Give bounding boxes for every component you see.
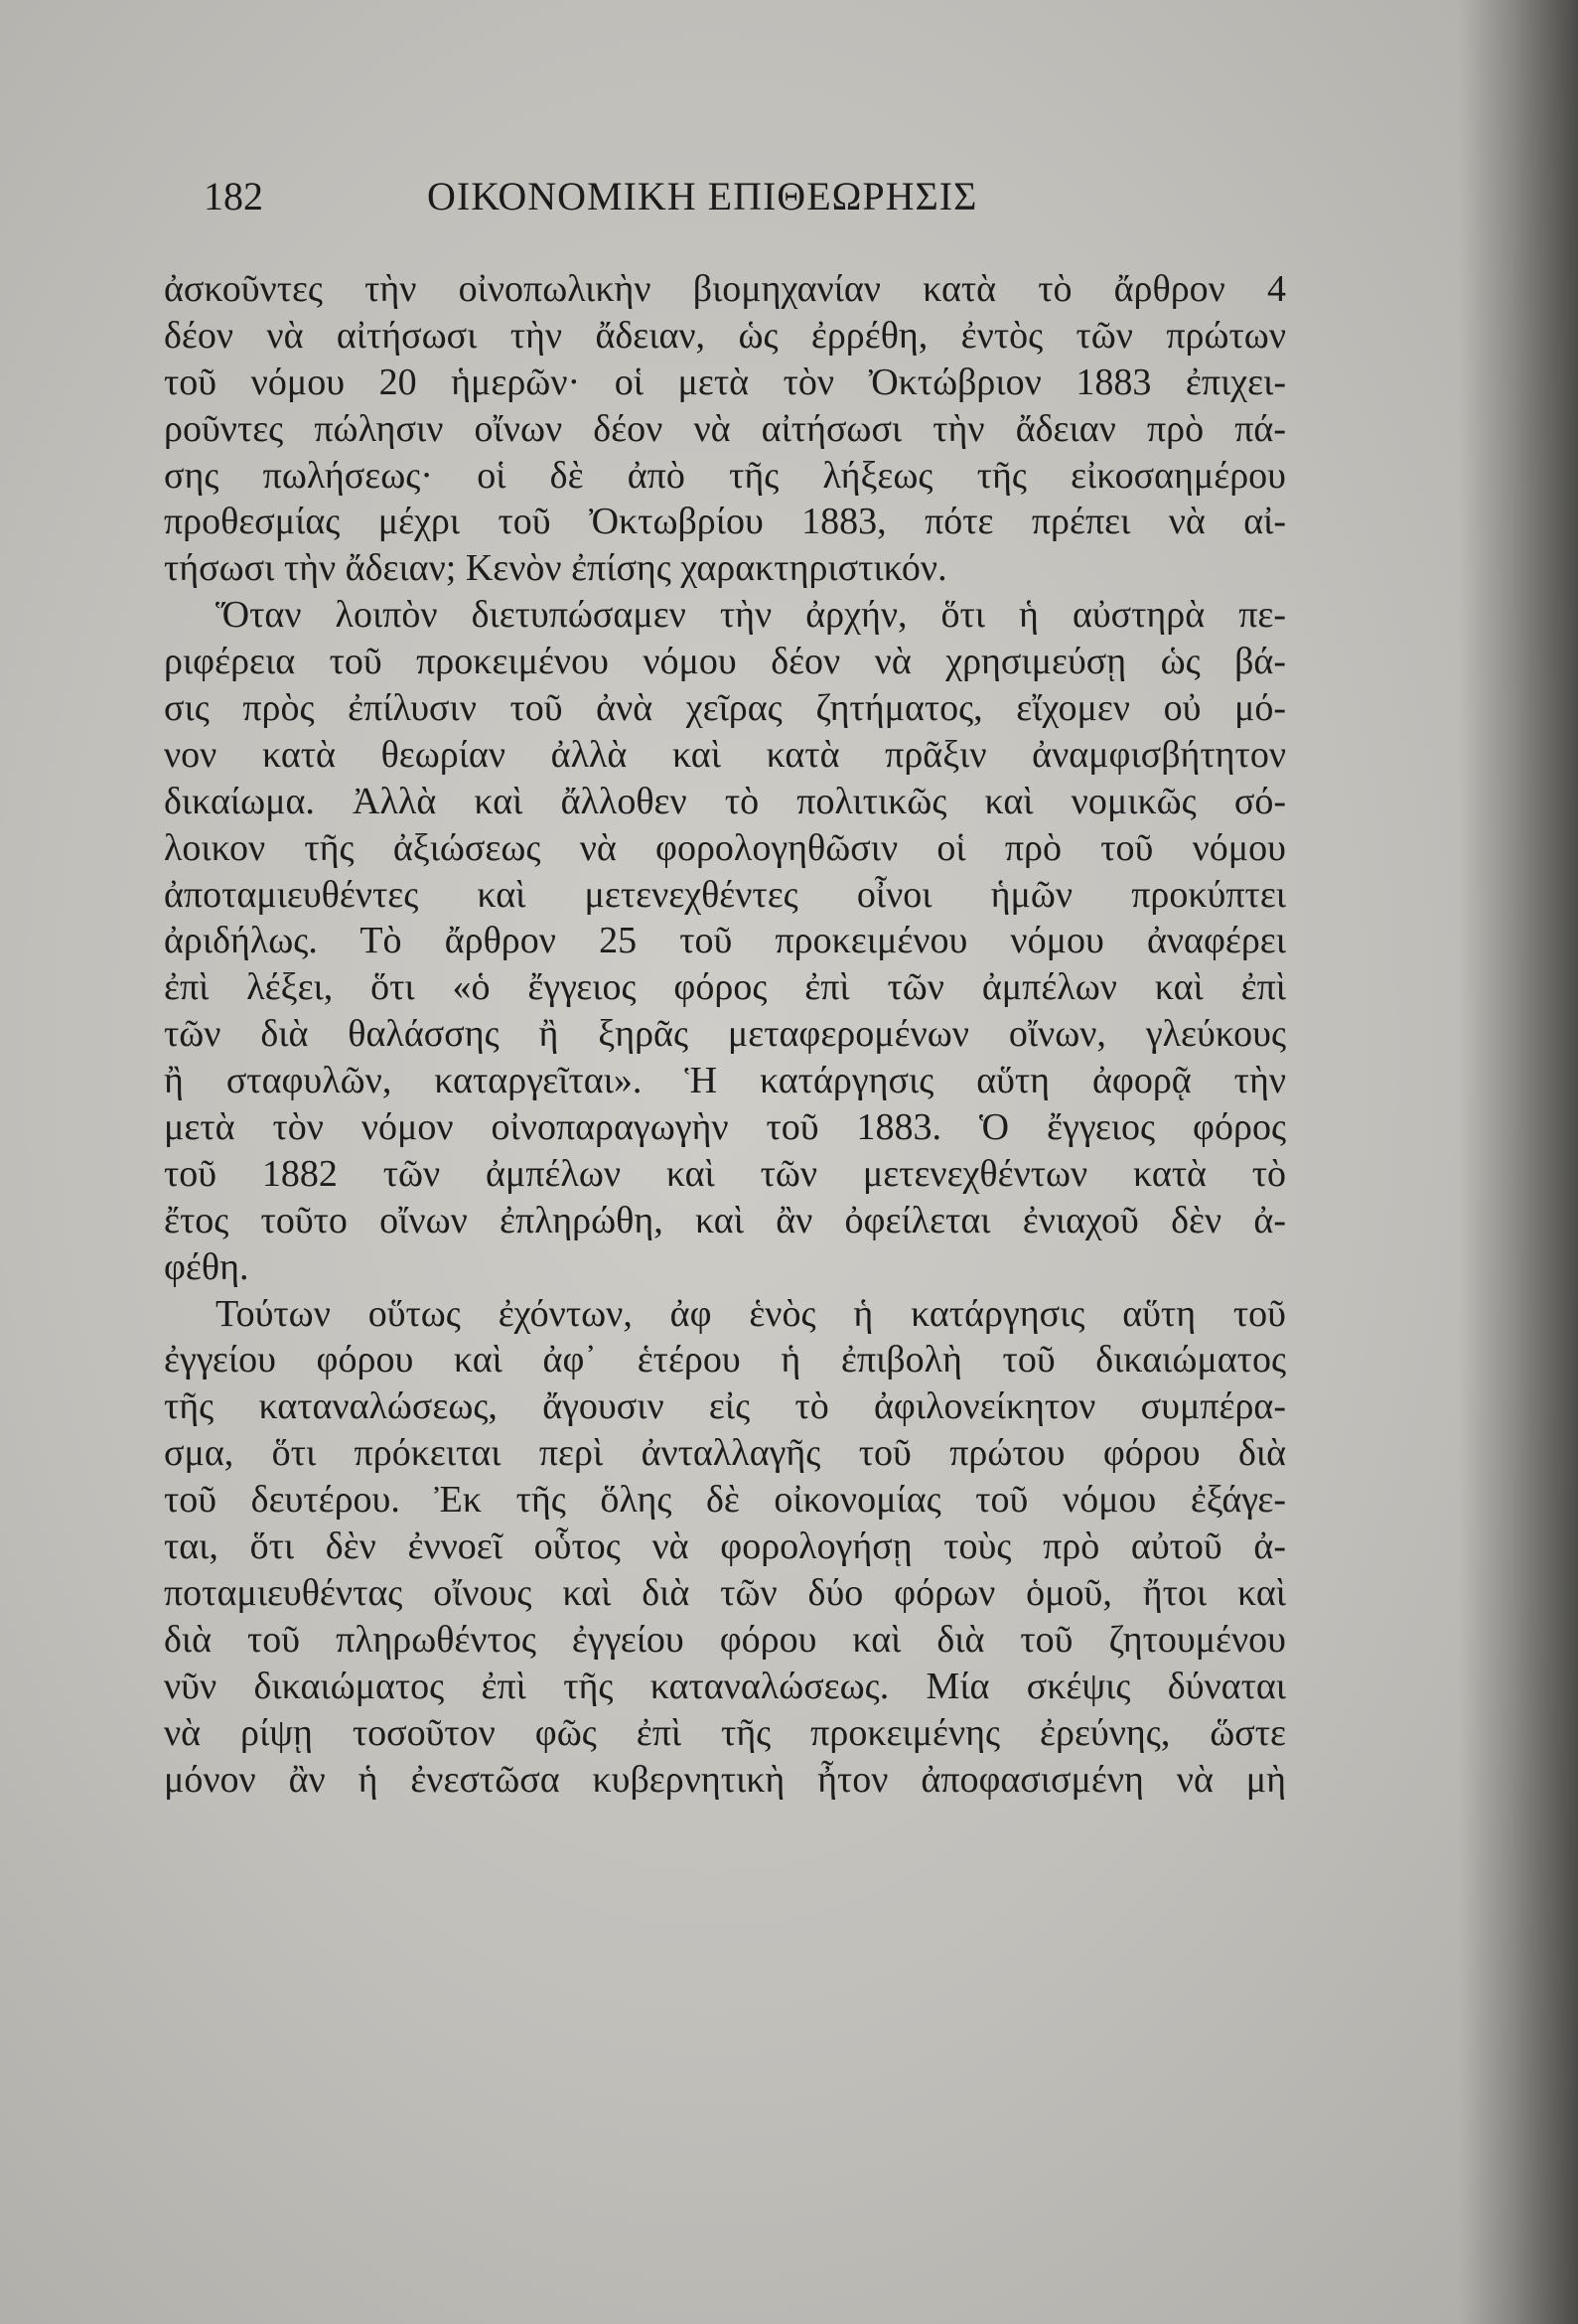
text-line: τῶν διὰ θαλάσσης ἢ ξηρᾶς μεταφερομένων οἴνων, γλεύκους — [164, 1013, 1286, 1056]
text-line: νῦν δικαιώματος ἐπὶ τῆς καταναλώσεως. Μία σκέψις δύναται — [164, 1665, 1286, 1707]
text-line: προθεσμίας μέχρι τοῦ Ὀκτωβρίου 1883, πότε πρέπει νὰ αἰ- — [164, 501, 1286, 543]
page-gutter-shadow — [1459, 0, 1578, 2324]
text-line: νὰ ρίψῃ τοσοῦτον φῶς ἐπὶ τῆς προκειμένης ἐρεύνης, ὥστε — [164, 1711, 1286, 1754]
text-line: τήσωσι τὴν ἄδειαν; Κενὸν ἐπίσης χαρακτηριστικόν. — [164, 547, 947, 590]
text-line: διὰ τοῦ πληρωθέντος ἐγγείου φόρου καὶ διὰ τοῦ ζητουμένου — [164, 1618, 1286, 1661]
text-line: δέον νὰ αἰτήσωσι τὴν ἄδειαν, ὡς ἐρρέθη, ἐντὸς τῶν πρώτων — [164, 314, 1286, 357]
running-title: ΟΙΚΟΝΟΜΙΚΗ ΕΠΙΘΕΩΡΗΣΙΣ — [427, 174, 978, 218]
text-line: ροῦντες πώλησιν οἴνων δέον νὰ αἰτήσωσι τὴν ἄδειαν πρὸ πά- — [164, 407, 1286, 450]
text-line: λοικον τῆς ἀξιώσεως νὰ φορολογηθῶσιν οἱ πρὸ τοῦ νόμου — [164, 826, 1286, 869]
page-number: 182 — [204, 174, 263, 218]
text-line: ἔτος τοῦτο οἴνων ἐπληρώθη, καὶ ἂν ὀφείλεται ἐνιαχοῦ δὲν ἀ- — [164, 1199, 1286, 1241]
text-line: φέθη. — [164, 1245, 249, 1288]
text-line: τοῦ δευτέρου. Ἐκ τῆς ὅλης δὲ οἰκονομίας τοῦ νόμου ἐξάγε- — [164, 1479, 1286, 1522]
text-line: μετὰ τὸν νόμον οἰνοπαραγωγὴν τοῦ 1883. Ὁ ἔγγειος φόρος — [164, 1106, 1286, 1149]
text-line: ἀποταμιευθέντες καὶ μετενεχθέντες οἶνοι ἡμῶν προκύπτει — [164, 873, 1286, 916]
text-line: τοῦ νόμου 20 ἡμερῶν· οἱ μετὰ τὸν Ὀκτώβριον 1883 ἐπιχει- — [164, 361, 1286, 403]
text-line: ριφέρεια τοῦ προκειμένου νόμου δέον νὰ χρησιμεύσῃ ὡς βά- — [164, 641, 1286, 683]
text-line: Τούτων οὕτως ἐχόντων, ἀφ ἑνὸς ἡ κατάργησις αὕτη τοῦ — [215, 1292, 1286, 1335]
text-line: νον κατὰ θεωρίαν ἀλλὰ καὶ κατὰ πρᾶξιν ἀναμφισβήτητον — [164, 733, 1286, 776]
text-line: ται, ὅτι δὲν ἐννοεῖ οὗτος νὰ φορολογήσῃ τοὺς πρὸ αὐτοῦ ἀ- — [164, 1525, 1286, 1568]
text-line: σης πωλήσεως· οἱ δὲ ἀπὸ τῆς λήξεως τῆς εἰκοσαημέρου — [164, 454, 1286, 497]
page-header — [204, 167, 1316, 226]
text-line: μόνον ἂν ἡ ἐνεστῶσα κυβερνητικὴ ἦτον ἀποφασισμένη νὰ μὴ — [164, 1758, 1286, 1801]
text-line: ἢ σταφυλῶν, καταργεῖται». Ἡ κατάργησις αὕτη ἀφορᾷ τὴν — [164, 1060, 1286, 1102]
text-line: ποταμιευθέντας οἴνους καὶ διὰ τῶν δύο φόρων ὁμοῦ, ἤτοι καὶ — [164, 1571, 1286, 1614]
body-text — [164, 266, 1286, 1803]
text-line: ἀσκοῦντες τὴν οἰνοπωλικὴν βιομηχανίαν κατὰ τὸ ἄρθρον 4 — [164, 268, 1286, 310]
text-line: ἐπὶ λέξει, ὅτι «ὁ ἔγγειος φόρος ἐπὶ τῶν ἀμπέλων καὶ ἐπὶ — [164, 966, 1286, 1009]
text-line: σμα, ὅτι πρόκειται περὶ ἀνταλλαγῆς τοῦ πρώτου φόρου διὰ — [164, 1432, 1286, 1475]
text-line: δικαίωμα. Ἀλλὰ καὶ ἄλλοθεν τὸ πολιτικῶς καὶ νομικῶς σό- — [164, 780, 1286, 822]
text-line: σις πρὸς ἐπίλυσιν τοῦ ἀνὰ χεῖρας ζητήματος, εἴχομεν οὐ μό- — [164, 687, 1286, 730]
text-line: τῆς καταναλώσεως, ἄγουσιν εἰς τὸ ἀφιλονείκητον συμπέρα- — [164, 1385, 1286, 1428]
text-line: ἀριδήλως. Τὸ ἄρθρον 25 τοῦ προκειμένου νόμου ἀναφέρει — [164, 920, 1286, 962]
text-line: Ὅταν λοιπὸν διετυπώσαμεν τὴν ἀρχήν, ὅτι ἡ αὐστηρὰ πε- — [215, 594, 1286, 637]
text-line: τοῦ 1882 τῶν ἀμπέλων καὶ τῶν μετενεχθέντων κατὰ τὸ — [164, 1152, 1286, 1195]
text-line: ἐγγείου φόρου καὶ ἀφ᾽ ἑτέρου ἡ ἐπιβολὴ τοῦ δικαιώματος — [164, 1339, 1286, 1381]
